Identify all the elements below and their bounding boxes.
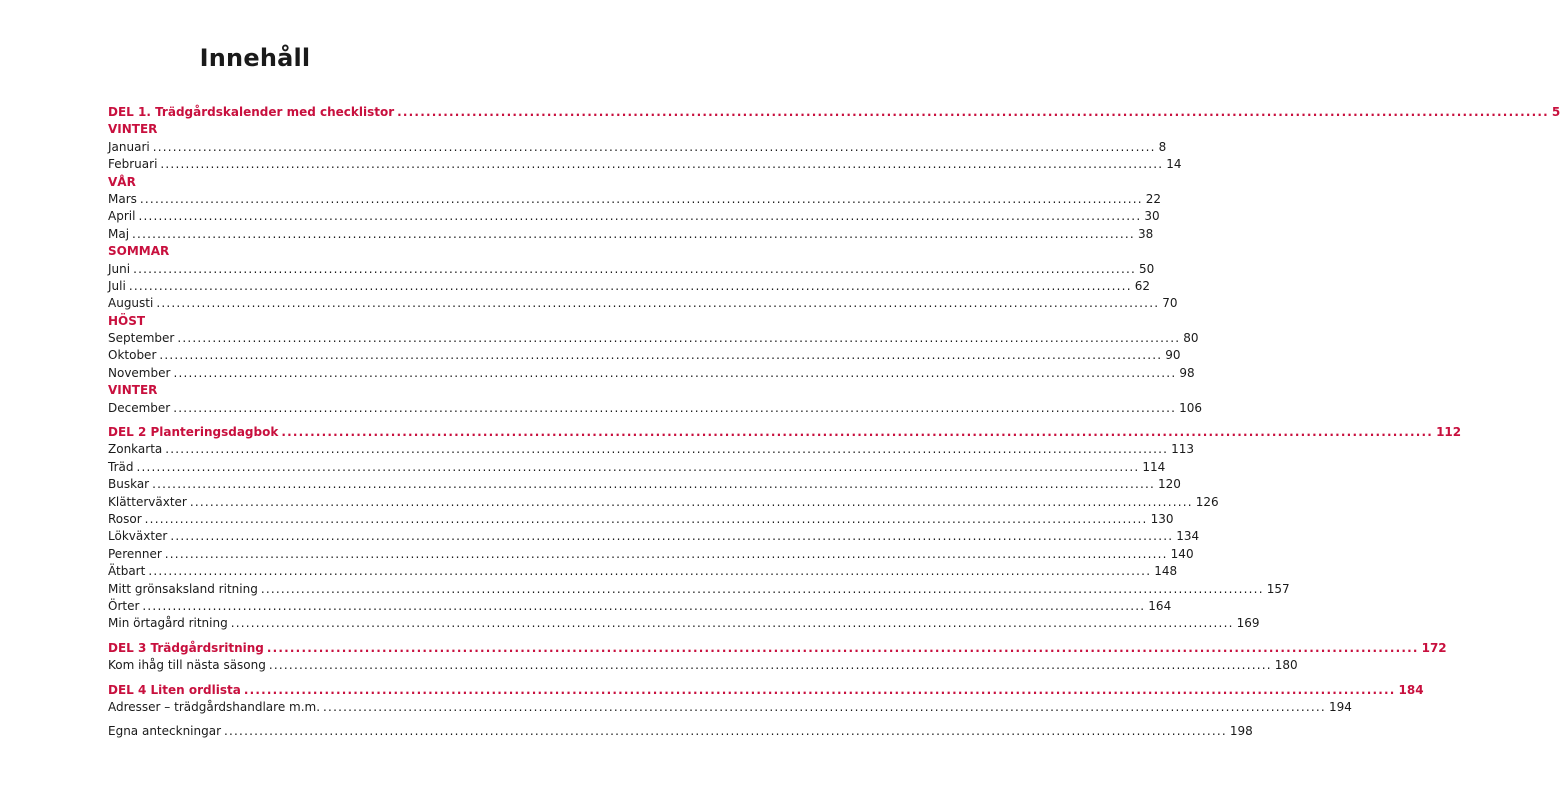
toc-entry[interactable] <box>108 226 1154 243</box>
toc-page-number: 114 <box>1142 459 1166 474</box>
toc-entry-title: Mitt grönsaksland ritning <box>108 581 258 596</box>
toc-entry[interactable] <box>108 511 1174 528</box>
toc-entry[interactable] <box>108 441 1195 458</box>
toc-entry-title: Rosor <box>108 511 142 526</box>
dot-leader: ........................................................................................................................................................................................................ <box>159 348 1163 363</box>
toc-entry[interactable] <box>108 563 1178 580</box>
toc-entry-title: DEL 3 Trädgårdsritning <box>108 640 264 655</box>
toc-entry[interactable] <box>108 156 1182 173</box>
toc-entry-title: Träd <box>108 459 134 474</box>
dot-leader: ........................................................................................................................................................................................................ <box>138 209 1142 224</box>
toc-entry[interactable] <box>108 657 1298 674</box>
toc-entry-title: Buskar <box>108 477 150 492</box>
toc-entry[interactable] <box>108 139 1167 156</box>
toc-entry-title: Februari <box>108 157 158 172</box>
toc-entry[interactable] <box>108 581 1290 598</box>
toc-entry-title: Kom ihåg till nästa säsong <box>108 658 266 673</box>
toc-page-number: 80 <box>1183 331 1199 346</box>
dot-leader: ........................................................................................................................................................................................................ <box>128 278 1132 293</box>
season-heading: VÅR <box>108 174 136 189</box>
dot-leader: ........................................................................................................................................................................................................ <box>173 365 1177 380</box>
toc-entry[interactable] <box>108 723 1253 740</box>
toc-entry[interactable] <box>108 598 1172 615</box>
dot-leader: ........................................................................................................................................................................................................ <box>266 640 1419 655</box>
toc-entry[interactable] <box>108 699 1352 716</box>
season-heading: VINTER <box>108 383 158 398</box>
toc-entry-title: Perenner <box>108 546 162 561</box>
dot-leader: ........................................................................................................................................................................................................ <box>136 459 1140 474</box>
toc-entry-title: September <box>108 331 175 346</box>
toc-page-number: 126 <box>1195 494 1219 509</box>
toc-page-number: 106 <box>1179 400 1203 415</box>
toc-entry-title: Mars <box>108 191 137 206</box>
dot-leader: ........................................................................................................................................................................................................ <box>148 564 1152 579</box>
toc-page-number: 180 <box>1274 658 1298 673</box>
toc-page-number: 148 <box>1154 564 1178 579</box>
toc-entry-title: DEL 4 Liten ordlista <box>108 682 241 697</box>
toc-page-number: 184 <box>1398 682 1424 697</box>
toc-entry-title: Egna anteckningar <box>108 724 222 739</box>
season-heading: VINTER <box>108 122 158 137</box>
toc-entry-title: Ätbart <box>108 564 146 579</box>
table-of-contents <box>108 104 1560 741</box>
toc-entry[interactable] <box>108 278 1150 295</box>
dot-leader: ........................................................................................................................................................................................................ <box>397 105 1549 119</box>
dot-leader: ........................................................................................................................................................................................................ <box>133 261 1136 276</box>
toc-page-number: 98 <box>1179 365 1195 380</box>
toc-entry-title: DEL 2 Planteringsdagbok <box>108 425 279 440</box>
season-heading: SOMMAR <box>108 244 170 259</box>
toc-page-number: 120 <box>1158 477 1181 492</box>
toc-page-number: 50 <box>1138 261 1155 276</box>
dot-leader: ........................................................................................................................................................................................................ <box>164 546 1168 561</box>
toc-entry[interactable] <box>108 546 1194 563</box>
dot-leader: ........................................................................................................................................................................................................ <box>156 296 1160 311</box>
dot-leader: ........................................................................................................................................................................................................ <box>281 425 1434 440</box>
toc-entry[interactable] <box>108 191 1162 208</box>
toc-part-heading[interactable] <box>108 104 1560 121</box>
dot-leader: ........................................................................................................................................................................................................ <box>170 529 1174 544</box>
toc-entry-title: Örter <box>108 598 140 613</box>
toc-entry[interactable] <box>108 476 1181 493</box>
toc-part-heading[interactable] <box>108 424 1462 441</box>
toc-entry-title: Januari <box>108 139 150 154</box>
season-heading: HÖST <box>108 313 146 328</box>
toc-page-number: 157 <box>1266 581 1290 596</box>
dot-leader: ........................................................................................................................................................................................................ <box>323 699 1326 714</box>
toc-entry-title: April <box>108 209 136 224</box>
toc-page-number: 38 <box>1137 226 1154 241</box>
toc-page-number: 140 <box>1170 546 1194 561</box>
dot-leader: ........................................................................................................................................................................................................ <box>139 191 1143 206</box>
toc-entry[interactable] <box>108 347 1181 364</box>
toc-entry-title: Lökväxter <box>108 529 168 544</box>
toc-entry[interactable] <box>108 208 1160 225</box>
toc-page-number: 90 <box>1165 348 1181 363</box>
toc-entry-title: DEL 1. Trädgårdskalender med checklistor <box>108 105 395 119</box>
dot-leader: ........................................................................................................................................................................................................ <box>160 157 1164 172</box>
dot-leader: ........................................................................................................................................................................................................ <box>132 226 1135 241</box>
toc-part-heading[interactable] <box>108 682 1424 699</box>
dot-leader: ........................................................................................................................................................................................................ <box>189 494 1193 509</box>
toc-entry[interactable] <box>108 494 1219 511</box>
dot-leader: ........................................................................................................................................................................................................ <box>144 511 1148 526</box>
section-gap <box>108 633 428 640</box>
dot-leader: ........................................................................................................................................................................................................ <box>230 616 1234 631</box>
toc-entry-title: Klätterväxter <box>108 494 187 509</box>
section-gap <box>108 716 428 723</box>
toc-entry[interactable] <box>108 528 1200 545</box>
toc-entry[interactable] <box>108 615 1260 632</box>
dot-leader: ........................................................................................................................................................................................................ <box>152 139 1156 154</box>
section-gap <box>108 417 428 424</box>
dot-leader: ........................................................................................................................................................................................................ <box>260 581 1264 596</box>
toc-entry-title: November <box>108 365 171 380</box>
dot-leader: ........................................................................................................................................................................................................ <box>152 477 1156 492</box>
toc-entry-title: Juni <box>108 261 131 276</box>
toc-entry[interactable] <box>108 330 1199 347</box>
toc-entry[interactable] <box>108 365 1195 382</box>
page-title: Innehåll <box>199 44 311 72</box>
toc-entry-title: Adresser – trädgårdshandlare m.m. <box>108 699 321 714</box>
toc-entry[interactable] <box>108 400 1203 417</box>
toc-entry-title: Min örtagård ritning <box>108 616 228 631</box>
toc-page-number: 164 <box>1148 598 1172 613</box>
toc-page-number: 113 <box>1171 442 1195 457</box>
toc-page-number: 134 <box>1176 529 1200 544</box>
toc-page-number: 8 <box>1158 139 1167 154</box>
toc-page-number: 130 <box>1150 511 1174 526</box>
section-gap <box>108 675 428 682</box>
dot-leader: ........................................................................................................................................................................................................ <box>165 442 1169 457</box>
dot-leader: ........................................................................................................................................................................................................ <box>243 682 1396 697</box>
dot-leader: ........................................................................................................................................................................................................ <box>177 331 1181 346</box>
toc-entry-title: Augusti <box>108 296 154 311</box>
toc-page-number: 198 <box>1229 724 1253 739</box>
toc-part-heading[interactable] <box>108 640 1447 657</box>
toc-page-number: 70 <box>1162 296 1178 311</box>
toc-entry-title: Maj <box>108 226 130 241</box>
toc-page-number: 30 <box>1144 209 1160 224</box>
toc-page-number: 112 <box>1436 425 1462 440</box>
toc-entry-title: Oktober <box>108 348 157 363</box>
toc-page-number: 22 <box>1145 191 1162 206</box>
toc-page-number: 169 <box>1236 616 1260 631</box>
dot-leader: ........................................................................................................................................................................................................ <box>268 658 1272 673</box>
toc-page-number: 194 <box>1328 699 1352 714</box>
dot-leader: ........................................................................................................................................................................................................ <box>224 724 1227 739</box>
toc-entry[interactable] <box>108 459 1166 476</box>
toc-entry-title: Juli <box>108 278 126 293</box>
toc-page-number: 172 <box>1421 640 1447 655</box>
toc-entry-title: December <box>108 400 171 415</box>
toc-entry[interactable] <box>108 295 1178 312</box>
toc-entry[interactable] <box>108 261 1155 278</box>
toc-entry-title: Zonkarta <box>108 442 163 457</box>
toc-page-number: 62 <box>1134 278 1150 293</box>
toc-page-number: 5 <box>1551 105 1560 119</box>
dot-leader: ........................................................................................................................................................................................................ <box>142 598 1146 613</box>
dot-leader: ........................................................................................................................................................................................................ <box>173 400 1177 415</box>
toc-page-number: 14 <box>1166 157 1182 172</box>
